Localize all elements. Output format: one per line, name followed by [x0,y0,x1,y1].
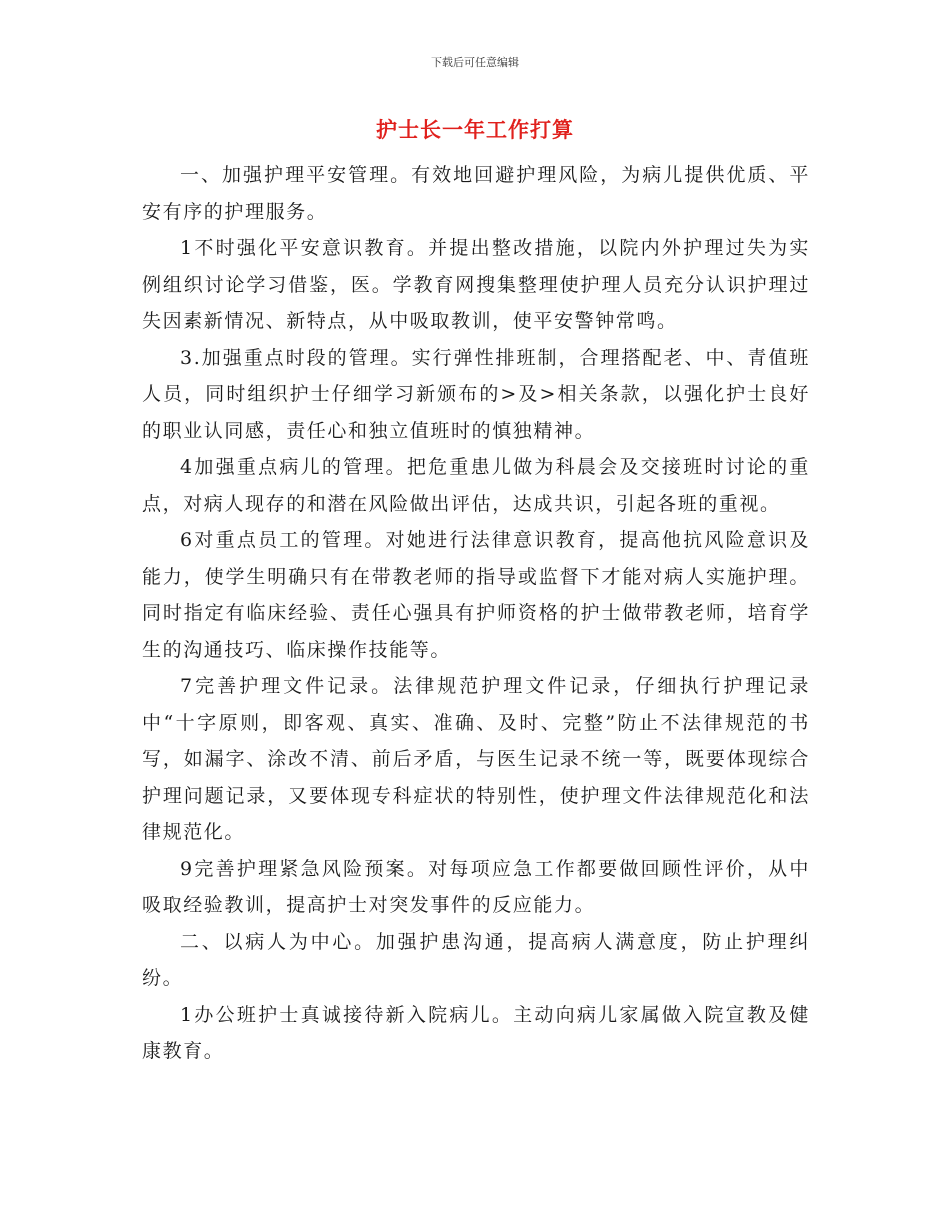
paragraph-9: 1办公班护士真诚接待新入院病儿。主动向病儿家属做入院宣教及健康教育。 [142,1003,810,1062]
paragraph-8: 二、以病人为中心。加强护患沟通，提高病人满意度，防止护理纠纷。 [142,930,810,989]
page-header-note: 下载后可任意编辑 [431,56,519,69]
paragraph-1: 一、加强护理平安管理。有效地回避护理风险，为病儿提供优质、平安有序的护理服务。 [142,164,810,223]
paragraph-6: 7完善护理文件记录。法律规范护理文件记录，仔细执行护理记录中“十字原则，即客观、真实、准确、及时、完整”防止不法律规范的书写，如漏字、涂改不清、前后矛盾，与医生记录不统一等，既要体现综合护理问题记录，又要体现专科症状的特别性，使护理文件法律规范化和法律规范化。 [142,675,810,843]
paragraph-3: 3.加强重点时段的管理。实行弹性排班制，合理搭配老、中、青值班人员，同时组织护士仔细学习新颁布的>及>相关条款，以强化护士良好的职业认同感，责任心和独立值班时的慎独精神。 [142,346,810,442]
paragraph-7: 9完善护理紧急风险预案。对每项应急工作都要做回顾性评价，从中吸取经验教训，提高护士对突发事件的反应能力。 [142,857,810,916]
document-title: 护士长一年工作打算 [376,118,574,142]
document-body [142,157,810,1070]
paragraph-5: 6对重点员工的管理。对她进行法律意识教育，提高他抗风险意识及能力，使学生明确只有在带教老师的指导或监督下才能对病人实施护理。同时指定有临床经验、责任心强具有护师资格的护士做带教老师，培育学生的沟通技巧、临床操作技能等。 [142,529,810,661]
paragraph-2: 1不时强化平安意识教育。并提出整改措施，以院内外护理过失为实例组织讨论学习借鉴，医。学教育网搜集整理使护理人员充分认识护理过失因素新情况、新特点，从中吸取教训，使平安警钟常鸣。 [142,237,810,332]
paragraph-4: 4加强重点病儿的管理。把危重患儿做为科晨会及交接班时讨论的重点，对病人现存的和潜在风险做出评估，达成共识，引起各班的重视。 [142,456,810,515]
